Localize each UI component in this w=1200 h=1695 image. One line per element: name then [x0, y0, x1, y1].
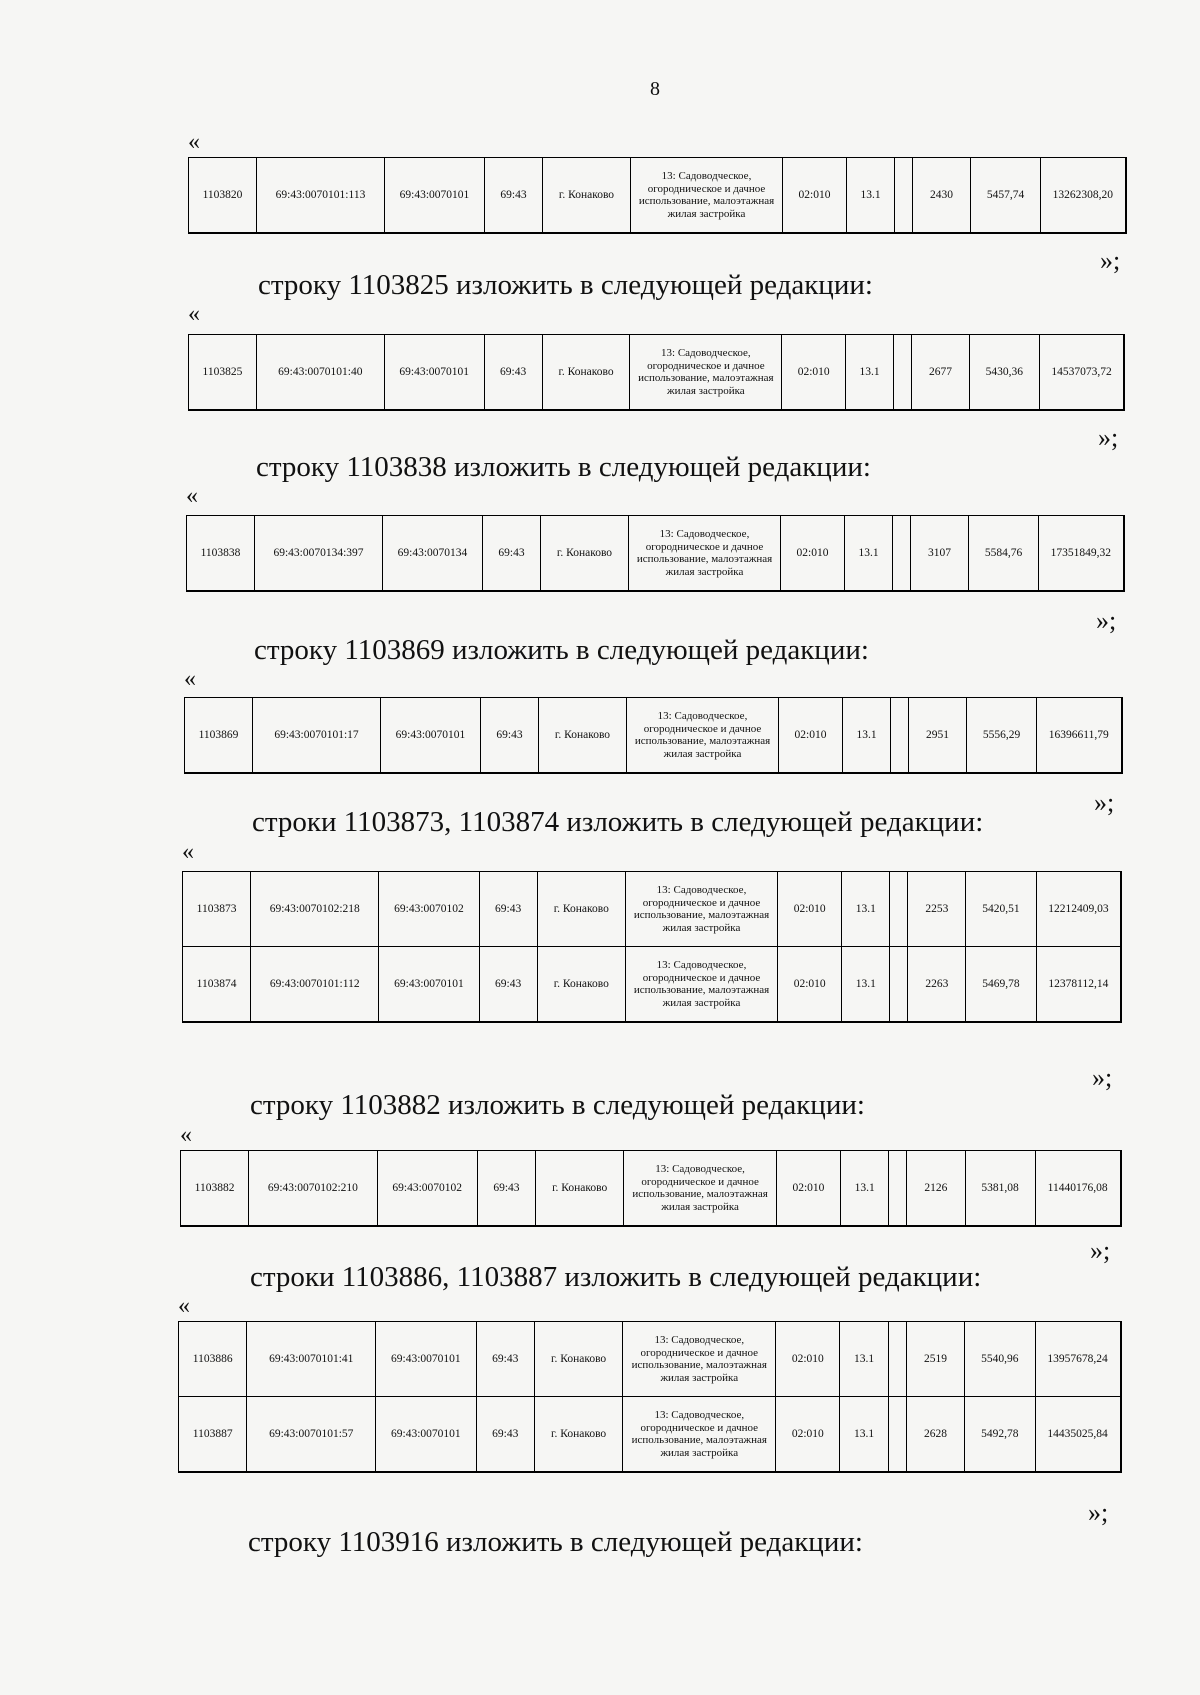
area: 2951: [909, 698, 967, 774]
group-code: 13.1: [841, 1151, 889, 1227]
empty-cell: [894, 335, 912, 411]
table-row: [187, 516, 1124, 592]
cadastral-table: [186, 515, 1125, 592]
instruction-text: строку 1103869 изложить в следующей редакции:: [254, 634, 869, 666]
cadastral-table: [188, 157, 1127, 234]
opening-quote: «: [188, 301, 200, 327]
usage-code: 02:010: [776, 1151, 840, 1227]
row-id: 1103820: [189, 158, 257, 234]
cadastral-number: 69:43:0070102:210: [249, 1151, 377, 1227]
instruction-text: строку 1103916 изложить в следующей редакции:: [248, 1526, 863, 1558]
usage-code: 02:010: [778, 872, 842, 947]
usage-code: 02:010: [783, 158, 847, 234]
usage-code: 02:010: [781, 516, 845, 592]
permitted-usage: 13: Садоводческое, огородническое и дачное использование, малоэтажная жилая застройка: [625, 947, 777, 1023]
cadastral-table: [188, 334, 1125, 411]
instruction-text: строку 1103838 изложить в следующей редакции:: [256, 451, 871, 483]
opening-quote: «: [178, 1293, 190, 1319]
cadastral-value: 11440176,08: [1035, 1151, 1120, 1227]
cadastral-number: 69:43:0070101:40: [256, 335, 384, 411]
cadastral-number: 69:43:0070101:41: [247, 1322, 376, 1397]
closing-quote: »;: [1096, 606, 1117, 635]
district-code: 69:43: [479, 872, 537, 947]
closing-quote: »;: [1088, 1498, 1109, 1527]
permitted-usage: 13: Садоводческое, огородническое и дачное использование, малоэтажная жилая застройка: [631, 158, 783, 234]
usage-code: 02:010: [779, 698, 843, 774]
cadastral-number: 69:43:0070134:397: [255, 516, 383, 592]
district-code: 69:43: [479, 947, 537, 1023]
empty-cell: [890, 947, 908, 1023]
group-code: 13.1: [840, 1397, 888, 1473]
row-id: 1103825: [189, 335, 257, 411]
cadastral-number: 69:43:0070101:112: [251, 947, 379, 1023]
permitted-usage: 13: Садоводческое, огородническое и дачное использование, малоэтажная жилая застройка: [623, 1322, 776, 1397]
cadastral-quarter: 69:43:0070101: [379, 947, 479, 1023]
empty-cell: [891, 698, 909, 774]
group-code: 13.1: [845, 516, 893, 592]
cadastral-value: 14435025,84: [1035, 1397, 1121, 1473]
closing-quote: »;: [1094, 788, 1115, 817]
locality: г. Конаково: [542, 335, 630, 411]
locality: г. Конаково: [534, 1397, 623, 1473]
area: 3107: [911, 516, 969, 592]
cadastral-table: [178, 1321, 1122, 1473]
empty-cell: [888, 1322, 906, 1397]
specific-value: 5540,96: [965, 1322, 1035, 1397]
table-row: [185, 698, 1122, 774]
usage-code: 02:010: [776, 1322, 840, 1397]
area: 2263: [908, 947, 966, 1023]
group-code: 13.1: [842, 872, 890, 947]
cadastral-quarter: 69:43:0070101: [385, 158, 485, 234]
cadastral-value: 13957678,24: [1035, 1322, 1121, 1397]
district-code: 69:43: [483, 516, 541, 592]
locality: г. Конаково: [541, 516, 629, 592]
instruction-text: строку 1103882 изложить в следующей редакции:: [250, 1089, 865, 1121]
permitted-usage: 13: Садоводческое, огородническое и дачное использование, малоэтажная жилая застройка: [627, 698, 779, 774]
table-row: [179, 1322, 1121, 1397]
row-id: 1103886: [179, 1322, 247, 1397]
cadastral-quarter: 69:43:0070134: [383, 516, 483, 592]
area: 2628: [906, 1397, 964, 1473]
specific-value: 5492,78: [965, 1397, 1035, 1473]
closing-quote: »;: [1092, 1063, 1113, 1092]
cadastral-number: 69:43:0070102:218: [251, 872, 379, 947]
empty-cell: [890, 872, 908, 947]
row-id: 1103869: [185, 698, 253, 774]
district-code: 69:43: [481, 698, 539, 774]
permitted-usage: 13: Садоводческое, огородническое и дачное использование, малоэтажная жилая застройка: [623, 1397, 776, 1473]
row-id: 1103887: [179, 1397, 247, 1473]
empty-cell: [888, 1397, 906, 1473]
specific-value: 5430,36: [969, 335, 1039, 411]
permitted-usage: 13: Садоводческое, огородническое и дачное использование, малоэтажная жилая застройка: [630, 335, 782, 411]
cadastral-table: [182, 871, 1122, 1023]
area: 2253: [908, 872, 966, 947]
table-row: [189, 158, 1126, 234]
district-code: 69:43: [476, 1322, 534, 1397]
specific-value: 5420,51: [966, 872, 1036, 947]
empty-cell: [895, 158, 913, 234]
specific-value: 5469,78: [966, 947, 1036, 1023]
cadastral-quarter: 69:43:0070102: [377, 1151, 477, 1227]
row-id: 1103882: [181, 1151, 249, 1227]
instruction-text: строку 1103825 изложить в следующей редакции:: [258, 269, 873, 301]
opening-quote: «: [182, 839, 194, 865]
locality: г. Конаково: [536, 1151, 624, 1227]
opening-quote: «: [186, 483, 198, 509]
district-code: 69:43: [476, 1397, 534, 1473]
locality: г. Конаково: [534, 1322, 623, 1397]
cadastral-value: 16396611,79: [1037, 698, 1122, 774]
district-code: 69:43: [484, 335, 542, 411]
cadastral-number: 69:43:0070101:57: [247, 1397, 376, 1473]
group-code: 13.1: [842, 947, 890, 1023]
permitted-usage: 13: Садоводческое, огородническое и дачное использование, малоэтажная жилая застройка: [624, 1151, 777, 1227]
empty-cell: [893, 516, 911, 592]
cadastral-quarter: 69:43:0070102: [379, 872, 479, 947]
empty-cell: [889, 1151, 907, 1227]
cadastral-number: 69:43:0070101:17: [253, 698, 381, 774]
row-id: 1103874: [183, 947, 251, 1023]
locality: г. Конаково: [543, 158, 631, 234]
group-code: 13.1: [846, 335, 894, 411]
specific-value: 5584,76: [969, 516, 1039, 592]
table-row: [181, 1151, 1121, 1227]
locality: г. Конаково: [537, 947, 625, 1023]
locality: г. Конаково: [539, 698, 627, 774]
page-number: 8: [650, 78, 660, 100]
permitted-usage: 13: Садоводческое, огородническое и дачное использование, малоэтажная жилая застройка: [625, 872, 777, 947]
cadastral-value: 13262308,20: [1041, 158, 1126, 234]
row-id: 1103873: [183, 872, 251, 947]
instruction-text: строки 1103886, 1103887 изложить в следующей редакции:: [250, 1261, 982, 1293]
opening-quote: «: [188, 129, 200, 155]
cadastral-quarter: 69:43:0070101: [376, 1397, 477, 1473]
closing-quote: »;: [1098, 423, 1119, 452]
area: 2677: [912, 335, 970, 411]
cadastral-table: [184, 697, 1123, 774]
closing-quote: »;: [1090, 1236, 1111, 1265]
cadastral-table: [180, 1150, 1122, 1227]
cadastral-quarter: 69:43:0070101: [381, 698, 481, 774]
group-code: 13.1: [843, 698, 891, 774]
group-code: 13.1: [840, 1322, 888, 1397]
cadastral-quarter: 69:43:0070101: [376, 1322, 477, 1397]
instruction-text: строки 1103873, 1103874 изложить в следующей редакции:: [252, 806, 984, 838]
cadastral-value: 14537073,72: [1039, 335, 1124, 411]
table-row: [183, 872, 1122, 947]
row-id: 1103838: [187, 516, 255, 592]
specific-value: 5556,29: [967, 698, 1037, 774]
cadastral-value: 12378112,14: [1036, 947, 1121, 1023]
usage-code: 02:010: [778, 947, 842, 1023]
permitted-usage: 13: Садоводческое, огородническое и дачное использование, малоэтажная жилая застройка: [629, 516, 781, 592]
group-code: 13.1: [847, 158, 895, 234]
locality: г. Конаково: [537, 872, 625, 947]
area: 2519: [906, 1322, 964, 1397]
closing-quote: »;: [1100, 246, 1121, 275]
opening-quote: «: [180, 1122, 192, 1148]
usage-code: 02:010: [776, 1397, 840, 1473]
cadastral-value: 12212409,03: [1036, 872, 1121, 947]
specific-value: 5457,74: [971, 158, 1041, 234]
table-row: [183, 947, 1122, 1023]
cadastral-number: 69:43:0070101:113: [257, 158, 385, 234]
table-row: [179, 1397, 1121, 1473]
usage-code: 02:010: [782, 335, 846, 411]
area: 2430: [913, 158, 971, 234]
table-row: [189, 335, 1125, 411]
district-code: 69:43: [485, 158, 543, 234]
district-code: 69:43: [477, 1151, 535, 1227]
cadastral-value: 17351849,32: [1039, 516, 1124, 592]
opening-quote: «: [184, 666, 196, 692]
cadastral-quarter: 69:43:0070101: [384, 335, 484, 411]
specific-value: 5381,08: [965, 1151, 1035, 1227]
area: 2126: [907, 1151, 965, 1227]
